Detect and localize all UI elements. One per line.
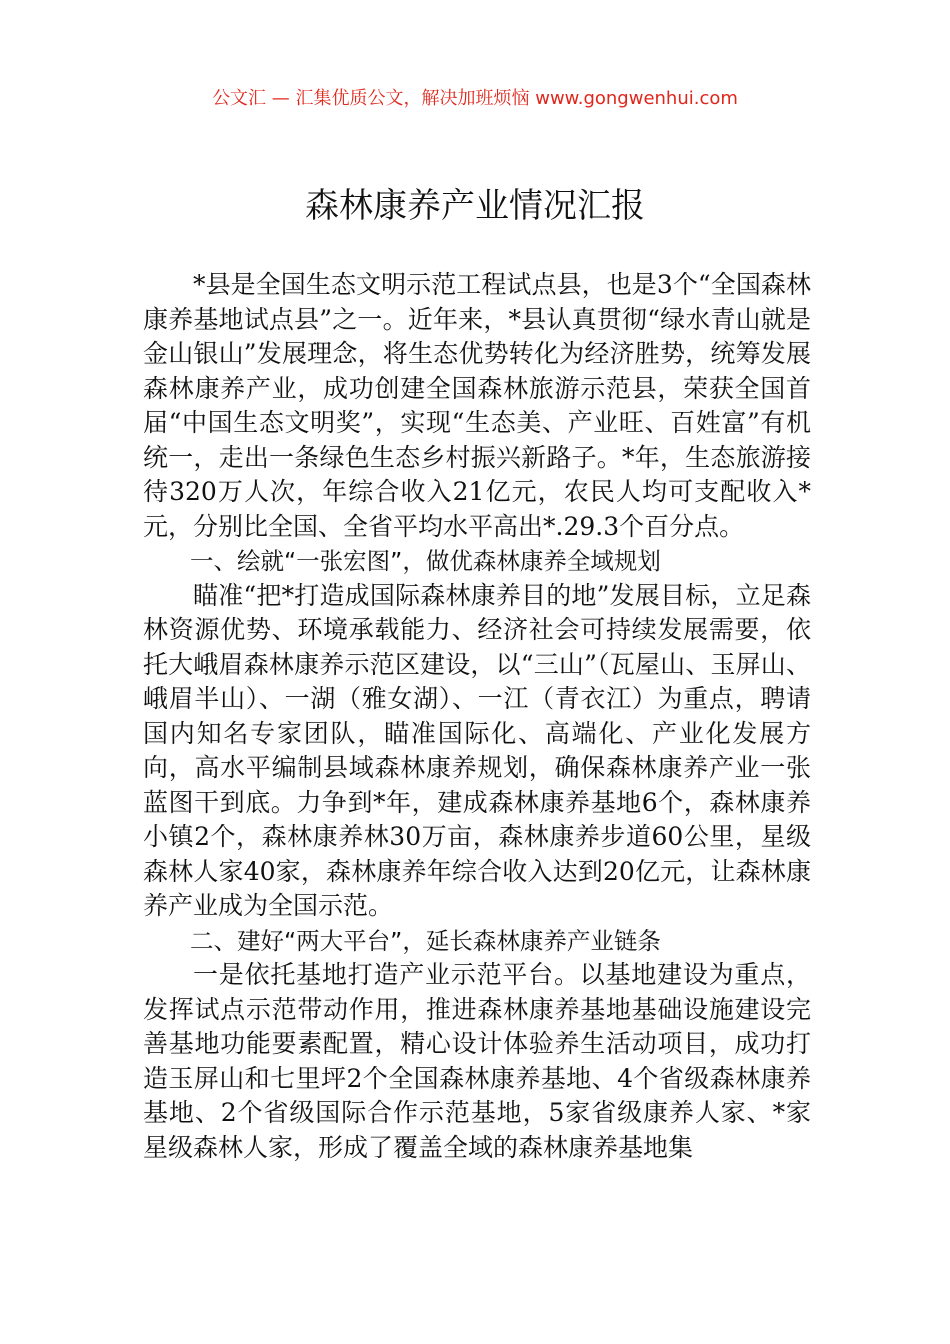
section-1-paragraph: 瞄准“把*打造成国际森林康养目的地”发展目标，立足森林资源优势、环境承载能力、经济社会可持续发展需要，依托大峨眉森林康养示范区建设，以“三山”（瓦屋山、玉屏山、峨眉半山）、一湖（雅女湖）、一江（青衣江）为重点，聘请国内知名专家团队，瞄准国际化、高端化、产业化发展方向，高水平编制县域森林康养规划，确保森林康养产业一张蓝图干到底。力争到*年，建成森林康养基地6个，森林康养小镇2个，森林康养林30万亩，森林康养步道60公里，星级森林人家40家，森林康养年综合收入达到20亿元，让森林康养产业成为全国示范。: [143, 580, 811, 920]
site-banner: 公文汇 — 汇集优质公文，解决加班烦恼 www.gongwenhui.com: [212, 88, 738, 109]
section-2-paragraph: 一是依托基地打造产业示范平台。以基地建设为重点，发挥试点示范带动作用，推进森林康养基地基础设施建设完善基地功能要素配置，精心设计体验养生活动项目，成功打造玉屏山和七里坪2个全国森林康养基地、4个省级森林康养基地、2个省级国际合作示范基地，5家省级康养人家、*家星级森林人家，形成了覆盖全域的森林康养基地集: [143, 960, 811, 1162]
document-title: 森林康养产业情况汇报: [305, 186, 645, 226]
intro-paragraph: *县是全国生态文明示范工程试点县，也是3个“全国森林康养基地试点县”之一。近年来，*县认真贯彻“绿水青山就是金山银山”发展理念，将生态优势转化为经济胜势，统筹发展森林康养产业，成功创建全国森林旅游示范县，荣获全国首届“中国生态文明奖”，实现“生态美、产业旺、百姓富”有机统一，走出一条绿色生态乡村振兴新路子。*年，生态旅游接待320万人次，年综合收入21亿元，农民人均可支配收入*元，分别比全国、全省平均水平高出*.29.3个百分点。: [143, 270, 811, 541]
section-heading-2: 二、建好“两大平台”，延长森林康养产业链条: [190, 926, 661, 955]
section-heading-1: 一、绘就“一张宏图”，做优森林康养全域规划: [190, 547, 661, 575]
document-body: [143, 268, 811, 1165]
